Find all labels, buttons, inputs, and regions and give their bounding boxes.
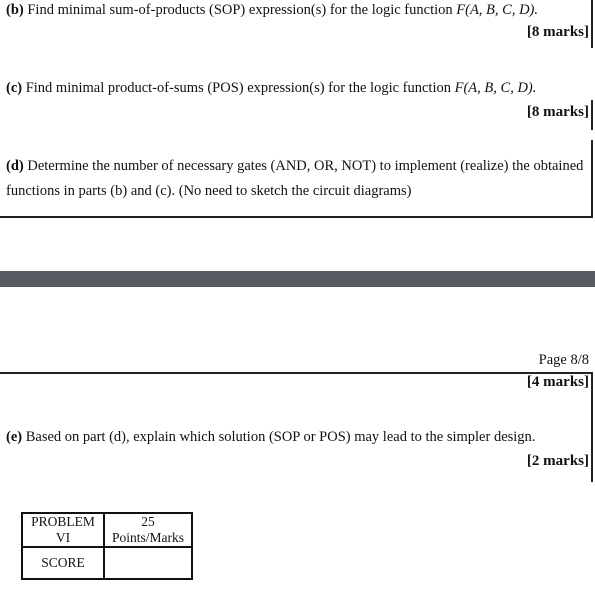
part-b-question (6, 0, 538, 20)
points-cell (104, 513, 192, 547)
part-c-function: F(A, B, C, D). (454, 80, 537, 96)
part-d-line1: Determine the number of necessary gates (AND, OR, NOT) to implement (realize) the obtained (23, 158, 584, 174)
part-e-marks: [2 marks] (526, 453, 589, 469)
part-d-question (6, 156, 583, 176)
points-label: Points/Marks (111, 530, 184, 545)
part-b-label: (b) (6, 2, 24, 18)
problem-cell (22, 513, 104, 547)
part-c-marks: [8 marks] (526, 104, 589, 120)
part-d-label: (d) (6, 158, 24, 174)
part-c-text: Find minimal product-of-sums (POS) expression(s) for the logic function (22, 80, 455, 96)
part-e-label: (e) (6, 429, 23, 445)
page-top-border (0, 372, 593, 374)
part-d-question-line2: functions in parts (b) and (c). (No need to sketch the circuit diagrams) (6, 183, 412, 199)
right-border (591, 100, 593, 130)
problem-label: PROBLEM (31, 514, 95, 529)
points-value: 25 (141, 514, 155, 529)
part-b-marks: [8 marks] (526, 24, 589, 40)
problem-number: VI (55, 530, 71, 545)
part-b-function: F(A, B, C, D). (456, 2, 539, 18)
part-c-question (6, 78, 536, 98)
page-break-band (0, 271, 595, 287)
right-border (591, 140, 593, 218)
score-label-cell: SCORE (22, 547, 104, 579)
part-c-label: (c) (6, 80, 23, 96)
part-d-marks: [4 marks] (526, 374, 589, 390)
part-e-text: Based on part (d), explain which solution (SOP or POS) may lead to the simpler design. (22, 429, 536, 445)
part-b-text: Find minimal sum-of-products (SOP) expression(s) for the logic function (23, 2, 457, 18)
score-value-cell[interactable] (104, 547, 192, 579)
score-table (21, 512, 193, 580)
part-e-question (6, 427, 535, 447)
right-border (591, 372, 593, 482)
section-divider (0, 216, 593, 218)
page-number: Page 8/8 (538, 352, 589, 368)
right-border (591, 0, 593, 48)
